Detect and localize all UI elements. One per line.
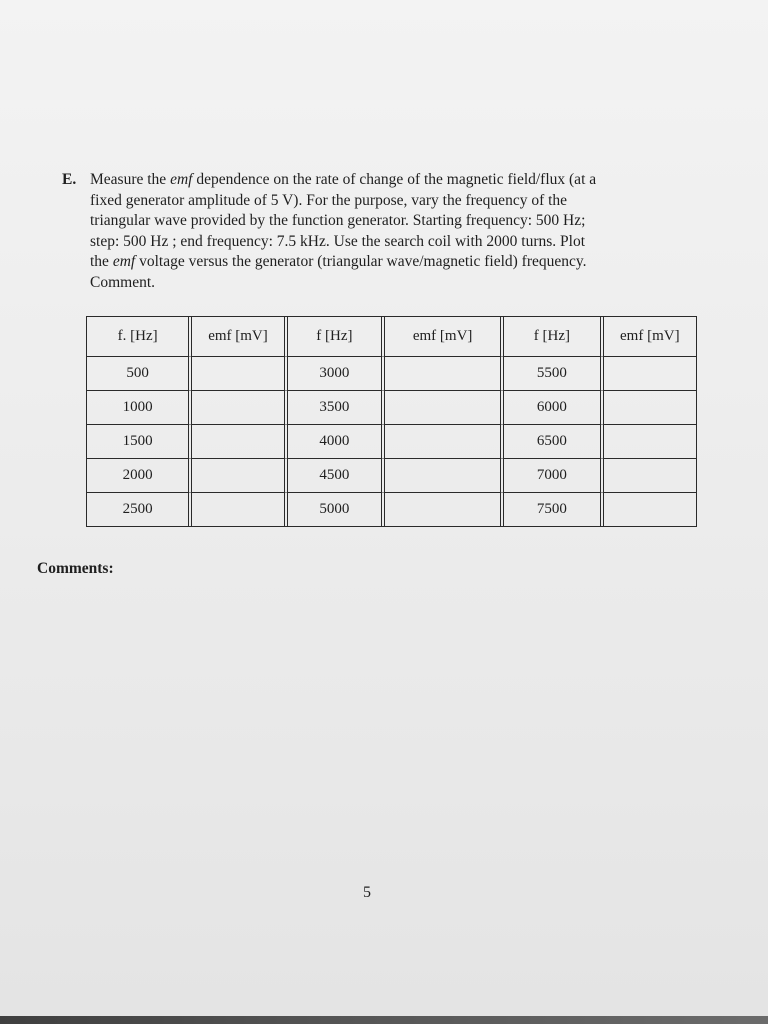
table-row (87, 357, 696, 391)
emf-cell (192, 459, 287, 493)
frequency-emf-table (86, 316, 697, 527)
frequency-cell: 3500 (288, 391, 385, 425)
emf-cell (192, 357, 287, 391)
question-line: the emf voltage versus the generator (triangular wave/magnetic field) frequency. (90, 253, 587, 270)
question-line: Measure the emf dependence on the rate of change of the magnetic field/flux (at a (90, 171, 597, 188)
emf-cell (604, 357, 696, 391)
table-row (87, 493, 696, 526)
frequency-cell: 5500 (504, 357, 603, 391)
frequency-cell: 6000 (504, 391, 603, 425)
header-frequency-2: f [Hz] (288, 317, 385, 357)
frequency-cell: 3000 (288, 357, 385, 391)
emf-cell (385, 425, 504, 459)
frequency-cell: 5000 (288, 493, 385, 526)
emf-cell (604, 493, 696, 526)
header-emf-1: emf [mV] (192, 317, 287, 357)
question-text (90, 170, 702, 293)
table-row (87, 425, 696, 459)
emf-cell (192, 425, 287, 459)
header-frequency-1: f. [Hz] (87, 317, 192, 357)
frequency-cell: 6500 (504, 425, 603, 459)
comments-label: Comments: (37, 560, 114, 577)
frequency-cell: 1500 (87, 425, 192, 459)
question-line: Comment. (90, 273, 156, 291)
emf-cell (192, 391, 287, 425)
table-row (87, 391, 696, 425)
header-emf-3: emf [mV] (604, 317, 696, 357)
question-e (62, 170, 702, 293)
frequency-cell: 7500 (504, 493, 603, 526)
emf-cell (192, 493, 287, 526)
frequency-cell: 7000 (504, 459, 603, 493)
question-line: fixed generator amplitude of 5 V). For the purpose, vary the frequency of the (90, 191, 568, 209)
frequency-cell: 4500 (288, 459, 385, 493)
frequency-cell: 2500 (87, 493, 192, 526)
question-line: triangular wave provided by the function generator. Starting frequency: 500 Hz; (90, 212, 586, 229)
header-frequency-3: f [Hz] (504, 317, 603, 357)
question-letter: E. (62, 171, 77, 188)
frequency-cell: 2000 (87, 459, 192, 493)
desk-edge (0, 1016, 768, 1024)
emf-cell (604, 459, 696, 493)
frequency-cell: 500 (87, 357, 192, 391)
frequency-cell: 1000 (87, 391, 192, 425)
emf-cell (604, 425, 696, 459)
question-line: step: 500 Hz ; end frequency: 7.5 kHz. Use the search coil with 2000 turns. Plot (90, 232, 586, 250)
emf-cell (385, 391, 504, 425)
page-number: 5 (363, 884, 371, 901)
table-row (87, 459, 696, 493)
emf-cell (385, 357, 504, 391)
emf-cell (385, 459, 504, 493)
emf-cell (604, 391, 696, 425)
emf-cell (385, 493, 504, 526)
frequency-cell: 4000 (288, 425, 385, 459)
table-header-row (87, 317, 696, 357)
header-emf-2: emf [mV] (385, 317, 504, 357)
